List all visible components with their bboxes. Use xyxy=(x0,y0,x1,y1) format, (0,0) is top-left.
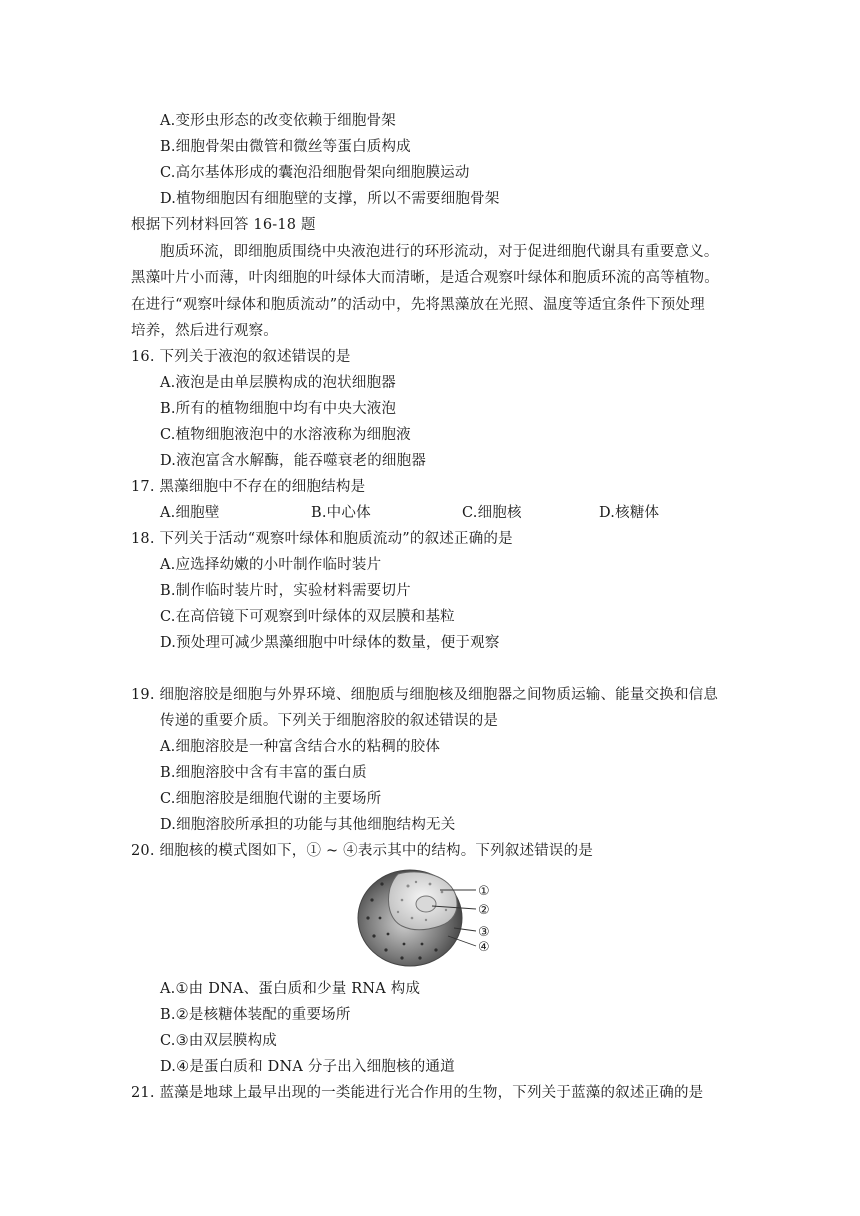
material-line: 黑藻叶片小而薄，叶肉细胞的叶绿体大而清晰，是适合观察叶绿体和胞质环流的高等植物。 xyxy=(131,270,719,286)
option-d: D.液泡富含水解酶，能吞噬衰老的细胞器 xyxy=(160,453,427,469)
material-line: 胞质环流，即细胞质围绕中央液泡进行的环形流动，对于促进细胞代谢具有重要意义。 xyxy=(160,244,719,260)
option-c: C.在高倍镜下可观察到叶绿体的双层膜和基粒 xyxy=(160,609,455,625)
option-b: B.细胞骨架由微管和微丝等蛋白质构成 xyxy=(160,139,411,155)
option-b: B.制作临时装片时，实验材料需要切片 xyxy=(160,583,411,599)
option-d: D.细胞溶胶所承担的功能与其他细胞结构无关 xyxy=(160,817,456,833)
option-c: C.③由双层膜构成 xyxy=(160,1033,277,1049)
question-21-stem: 21. 蓝藻是地球上最早出现的一类能进行光合作用的生物，下列关于蓝藻的叙述正确的是 xyxy=(131,1085,704,1101)
label-2: ② xyxy=(478,903,490,918)
label-4: ④ xyxy=(478,940,490,955)
option-d: D.预处理可减少黑藻细胞中叶绿体的数量，便于观察 xyxy=(160,635,500,651)
option-d: D.核糖体 xyxy=(599,505,660,521)
option-c: C.细胞核 xyxy=(462,505,522,521)
option-d: D.④是蛋白质和 DNA 分子出入细胞核的通道 xyxy=(160,1059,455,1075)
nucleolus-shape xyxy=(416,896,436,912)
material-heading: 根据下列材料回答 16-18 题 xyxy=(131,217,316,233)
option-a: A.液泡是由单层膜构成的泡状细胞器 xyxy=(160,375,396,391)
option-c: C.高尔基体形成的囊泡沿细胞骨架向细胞膜运动 xyxy=(160,165,470,181)
option-a: A.细胞溶胶是一种富含结合水的粘稠的胶体 xyxy=(160,739,441,755)
question-19-stem-cont: 传递的重要介质。下列关于细胞溶胶的叙述错误的是 xyxy=(160,713,499,729)
option-b: B.细胞溶胶中含有丰富的蛋白质 xyxy=(160,765,367,781)
material-line: 培养，然后进行观察。 xyxy=(131,323,278,339)
option-b: B.②是核糖体装配的重要场所 xyxy=(160,1007,351,1023)
nucleus-diagram xyxy=(352,860,512,970)
material-line: 在进行“观察叶绿体和胞质流动”的活动中，先将黑藻放在光照、温度等适宜条件下预处理 xyxy=(131,297,705,313)
question-18-stem: 18. 下列关于活动“观察叶绿体和胞质流动”的叙述正确的是 xyxy=(131,531,513,547)
option-b: B.所有的植物细胞中均有中央大液泡 xyxy=(160,401,397,417)
question-16-stem: 16. 下列关于液泡的叙述错误的是 xyxy=(131,349,351,365)
nucleus-diagram-svg xyxy=(352,860,512,970)
option-a: A.应选择幼嫩的小叶制作临时装片 xyxy=(160,557,382,573)
option-a: A.细胞壁 xyxy=(160,505,220,521)
label-1: ① xyxy=(478,884,490,899)
option-a: A.①由 DNA、蛋白质和少量 RNA 构成 xyxy=(160,981,421,997)
question-17-stem: 17. 黑藻细胞中不存在的细胞结构是 xyxy=(131,479,366,495)
option-c: C.细胞溶胶是细胞代谢的主要场所 xyxy=(160,791,382,807)
option-c: C.植物细胞液泡中的水溶液称为细胞液 xyxy=(160,427,411,443)
question-20-stem: 20. 细胞核的模式图如下，① ~ ④表示其中的结构。下列叙述错误的是 xyxy=(131,843,594,859)
option-b: B.中心体 xyxy=(311,505,371,521)
option-a: A.变形虫形态的改变依赖于细胞骨架 xyxy=(160,113,396,129)
label-3: ③ xyxy=(478,925,490,940)
option-d: D.植物细胞因有细胞壁的支撑，所以不需要细胞骨架 xyxy=(160,191,500,207)
question-19-stem: 19. 细胞溶胶是细胞与外界环境、细胞质与细胞核及细胞器之间物质运输、能量交换和信息 xyxy=(131,687,719,703)
